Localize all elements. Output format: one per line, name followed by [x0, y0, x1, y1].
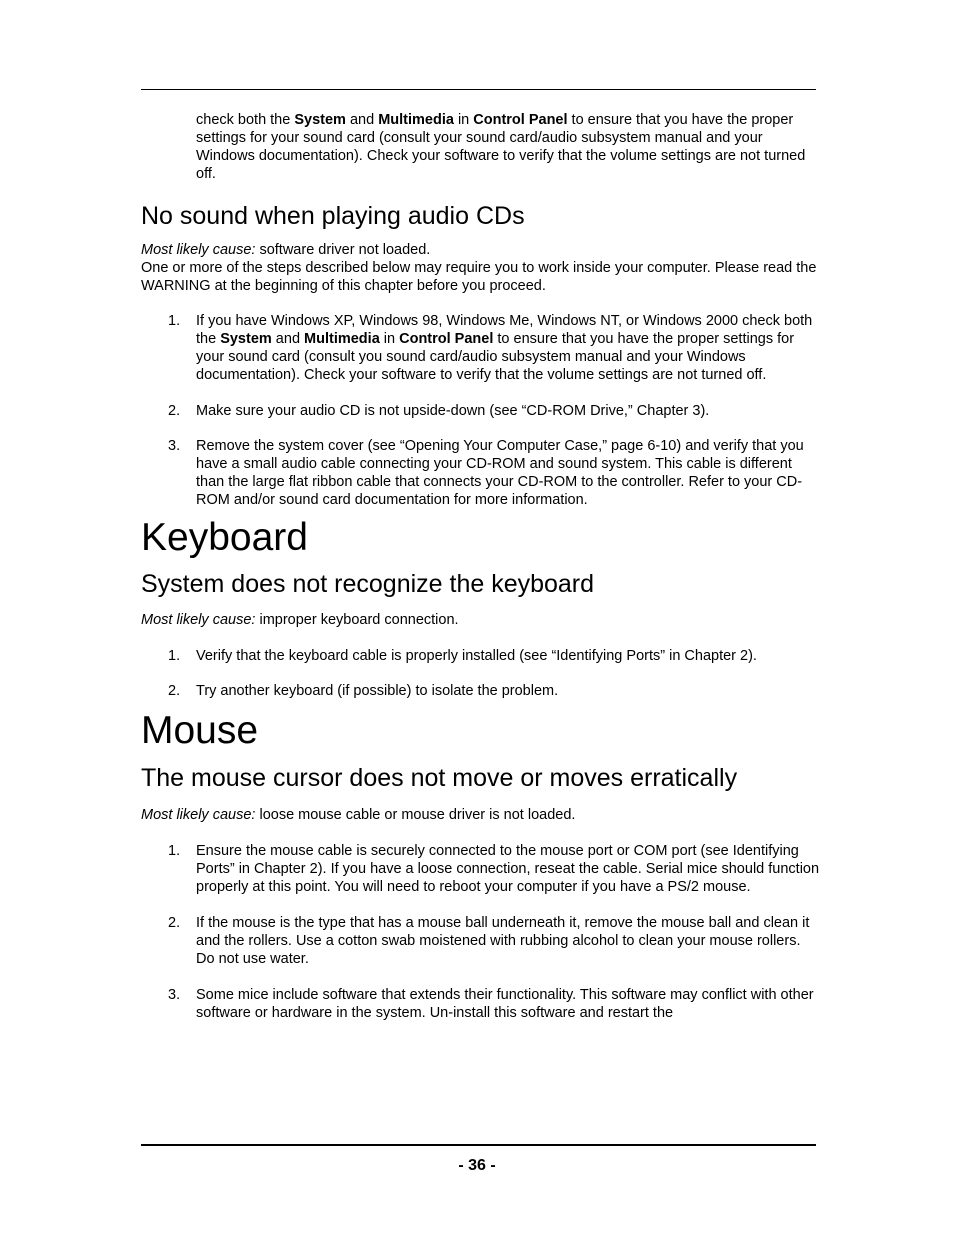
- section-heading-mouse: The mouse cursor does not move or moves erratically: [141, 764, 738, 792]
- cause-text: loose mouse cable or mouse driver is not loaded.: [255, 807, 576, 823]
- list-text: Some mice include software that extends their functionality. This software may conflict with other software or hardware in the system. Un-install this software and restart the: [196, 987, 814, 1021]
- text-run: to ensure that you have the proper settings for your sound card (consult your sound card/audio subsystem manual and your Windows documentation). Check your software to verify that the volume settings are not turned off.: [196, 112, 806, 182]
- list-item: [141, 914, 821, 968]
- cause-line: [141, 241, 821, 259]
- keyboard-steps: [141, 647, 821, 700]
- footer-rule: [141, 1144, 816, 1146]
- list-number: 3.: [168, 987, 181, 1003]
- list-item: [141, 402, 821, 420]
- list-number: 2.: [168, 403, 181, 419]
- page-content: [141, 111, 821, 1022]
- list-item: [141, 842, 821, 896]
- list-text: Verify that the keyboard cable is properly installed (see “Identifying Ports” in Chapter 2).: [196, 648, 757, 664]
- text-run: to ensure that you have the proper settings for your sound card (consult you sound card/audio subsystem manual and your Windows documentation). Check your software to verify that the volume settings are not turned off.: [196, 331, 795, 383]
- list-number: 2.: [168, 915, 181, 931]
- list-item: [141, 312, 821, 384]
- list-text: Make sure your audio CD is not upside-down (see “CD-ROM Drive,” Chapter 3).: [196, 403, 710, 419]
- list-item: [141, 986, 821, 1022]
- bold-term: System: [294, 112, 346, 128]
- list-text: Ensure the mouse cable is securely connected to the mouse port or COM port (see Identifying Ports” in Chapter 2). If you have a loose connection, reseat the cable. Serial mice should function properly at this point. You will need to reboot your computer if you have a PS/2 mouse.: [196, 843, 820, 895]
- list-number: 1.: [168, 313, 181, 329]
- bold-term: System: [220, 331, 272, 347]
- list-text: If the mouse is the type that has a mouse ball underneath it, remove the mouse ball and clean it and the rollers. Use a cotton swab moistened with rubbing alcohol to clean your mouse rollers. Do not use water.: [196, 915, 810, 967]
- list-item: [141, 682, 821, 700]
- cause-line: [141, 806, 821, 824]
- cause-label: Most likely cause:: [141, 807, 256, 823]
- bold-term: Control Panel: [399, 331, 494, 347]
- list-number: 2.: [168, 683, 181, 699]
- list-item: [141, 437, 821, 509]
- text-run: check both the: [196, 112, 295, 128]
- list-number: 1.: [168, 843, 181, 859]
- cause-text: improper keyboard connection.: [255, 612, 459, 628]
- text-run: and: [271, 331, 305, 347]
- list-text: Try another keyboard (if possible) to isolate the problem.: [196, 683, 559, 699]
- text-run: and: [345, 112, 379, 128]
- section-heading-audio: No sound when playing audio CDs: [141, 202, 525, 230]
- text-run: in: [453, 112, 474, 128]
- continued-paragraph: [196, 111, 821, 183]
- section-heading-keyboard: System does not recognize the keyboard: [141, 570, 595, 598]
- list-number: 1.: [168, 648, 181, 664]
- audio-steps: [141, 312, 821, 509]
- text-run: If you have Windows XP, Windows 98, Windows Me, Windows NT, or Windows 2000 check both the: [196, 313, 813, 347]
- header-rule: [141, 89, 816, 90]
- list-text: Remove the system cover (see “Opening Your Computer Case,” page 6-10) and verify that you have a small audio cable connecting your CD-ROM and sound system. This cable is different than the large flat ribbon cable that connects your CD-ROM to the controller. Refer to your CD-ROM and/or sound card documentation for more information.: [196, 438, 804, 508]
- cause-label: Most likely cause:: [141, 242, 256, 258]
- mouse-steps: [141, 842, 821, 1022]
- cause-label: Most likely cause:: [141, 612, 256, 628]
- chapter-title-mouse: Mouse: [141, 709, 259, 752]
- list-item: [141, 647, 821, 665]
- page-number: - 36 -: [458, 1157, 496, 1174]
- intro-paragraph: One or more of the steps described below may require you to work inside your computer. Please read the WARNING at the beginning of this chapter before you proceed.: [141, 260, 817, 294]
- bold-term: Multimedia: [378, 112, 454, 128]
- chapter-title-keyboard: Keyboard: [141, 516, 308, 559]
- bold-term: Control Panel: [473, 112, 568, 128]
- bold-term: Multimedia: [304, 331, 380, 347]
- cause-text: software driver not loaded.: [255, 242, 431, 258]
- list-number: 3.: [168, 438, 181, 454]
- cause-line: [141, 611, 821, 629]
- text-run: in: [379, 331, 400, 347]
